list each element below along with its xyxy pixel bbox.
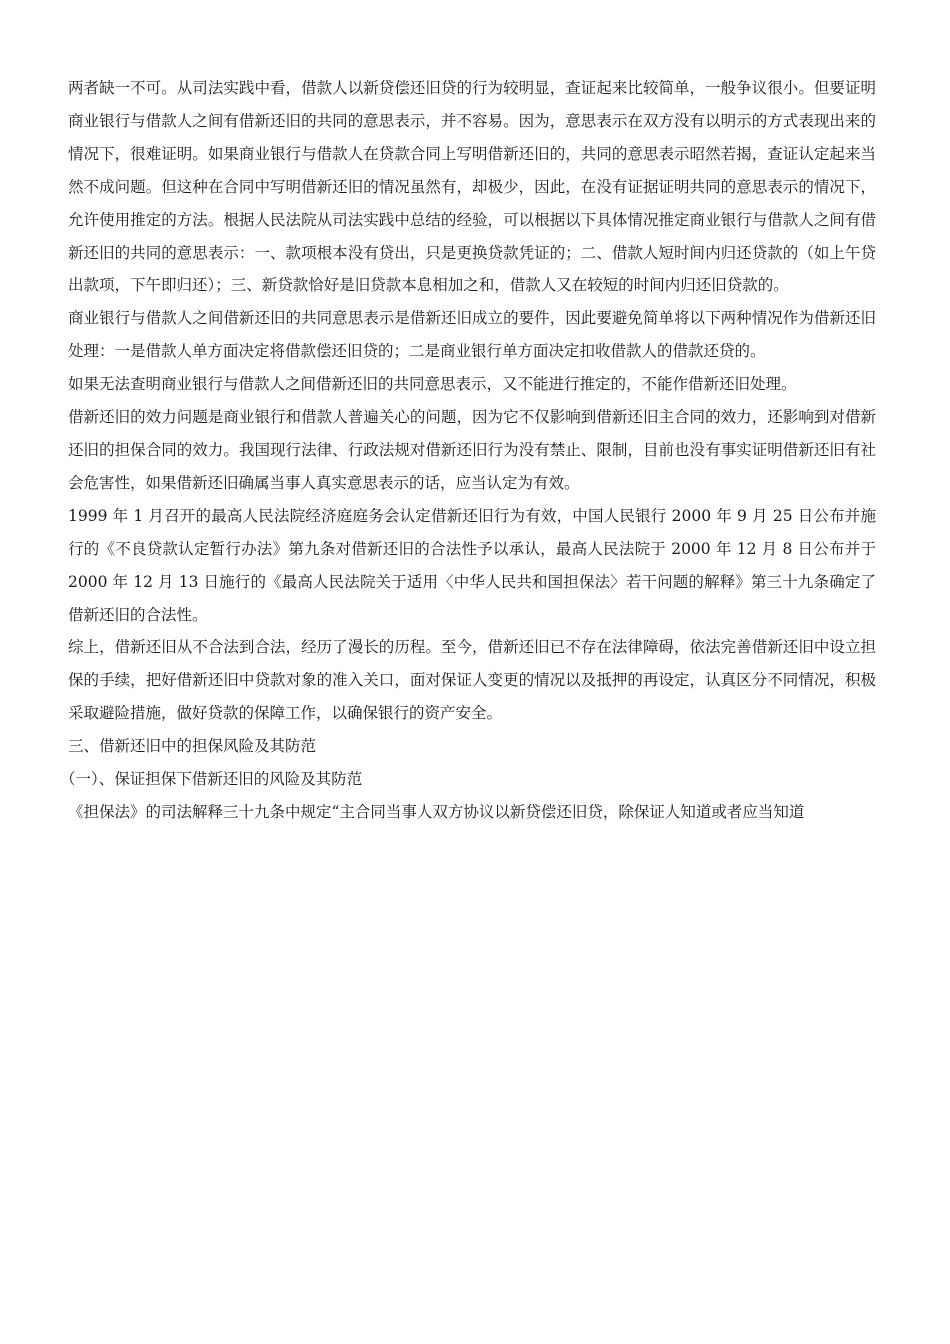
section-heading: 三、借新还旧中的担保风险及其防范 (68, 737, 317, 756)
paragraph-guarantee-law: 《担保法》的司法解释三十九条中规定“主合同当事人双方协议以新贷偿还旧贷，除保证人知道或者应当知道 (68, 802, 805, 821)
subsection-heading: （一）、保证担保下借新还旧的风险及其防范 (60, 770, 363, 789)
document-body (60, 72, 876, 829)
paragraph-no-presumption: 如果无法查明商业银行与借款人之间借新还旧的共同意思表示，又不能进行推定的，不能作借新还旧处理。 (68, 375, 797, 394)
paragraph-intent-evidence: 两者缺一不可。从司法实践中看，借款人以新贷偿还旧贷的行为较明显，查证起来比较简单，一般争议很小。但要证明商业银行与借款人之间有借新还旧的共同的意思表示，并不容易。因为，意思表示在双方没有以明示的方式表现出来的情况下，很难证明。如果商业银行与借款人在贷款合同上写明借新还旧的，共同的意思表示昭然若揭，查证认定起来当然不成问题。但这种在合同中写明借新还旧的情况虽然有，却极少，因此，在没有证据证明共同的意思表示的情况下，允许使用推定的方法。根据人民法院从司法实践中总结的经验，可以根据以下具体情况推定商业银行与借款人之间有借新还旧的共同的意思表示：一、款项根本没有贷出，只是更换贷款凭证的；二、借款人短时间内归还贷款的（如上午贷出款项，下午即归还）；三、新贷款恰好是旧贷款本息相加之和，借款人又在较短的时间内归还旧贷款的。 (68, 79, 876, 295)
paragraph-validity: 借新还旧的效力问题是商业银行和借款人普遍关心的问题，因为它不仅影响到借新还旧主合同的效力，还影响到对借新还旧的担保合同的效力。我国现行法律、行政法规对借新还旧行为没有禁止、限制，目前也没有事实证明借新还旧有社会危害性，如果借新还旧确属当事人真实意思表示的话，应当认定为有效。 (68, 408, 876, 492)
paragraph-summary: 综上，借新还旧从不合法到合法，经历了漫长的历程。至今，借新还旧已不存在法律障碍，依法完善借新还旧中设立担保的手续，把好借新还旧中贷款对象的准入关口，面对保证人变更的情况以及抵押的再设定，认真区分不同情况，积极采取避险措施，做好贷款的保障工作，以确保银行的资产安全。 (68, 638, 876, 723)
paragraph-legal-history: 1999 年 1 月召开的最高人民法院经济庭庭务会认定借新还旧行为有效，中国人民银行 2000 年 9 月 25 日公布并施行的《不良贷款认定暂行办法》第九条对借新还旧的合法性予以承认，最高人民法院于 2000 年 12 月 8 日公布并于 2000 年 12 月 13 日施行的《最高人民法院关于适用〈中华人民共和国担保法〉若干问题的解释》第三十九条确定了借新还旧的合法性。 (68, 506, 876, 624)
paragraph-intent-requirement: 商业银行与借款人之间借新还旧的共同意思表示是借新还旧成立的要件，因此要避免简单将以下两种情况作为借新还旧处理：一是借款人单方面决定将借款偿还旧贷的；二是商业银行单方面决定扣收借款人的借款还贷的。 (68, 309, 876, 361)
